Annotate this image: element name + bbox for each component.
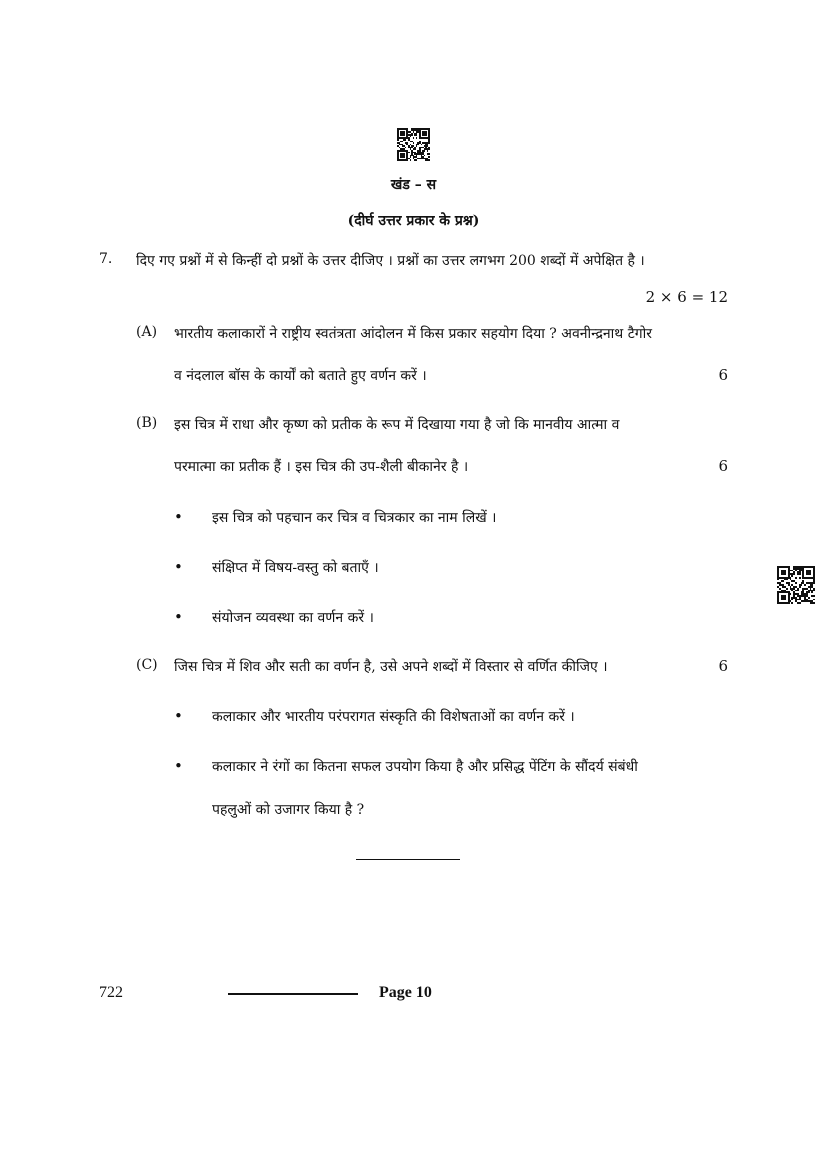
bullet-icon: • [174, 707, 183, 725]
part-a-line-2: व नंदलाल बॉस के कार्यों को बताते हुए वर्णन करें । [174, 368, 427, 384]
question-number: 7. [99, 251, 113, 267]
part-label-c: (C) [136, 657, 158, 673]
qr-code-icon [397, 128, 430, 161]
section-subtitle: (दीर्घ उत्तर प्रकार के प्रश्न) [347, 213, 480, 229]
part-b-bullet-2: संक्षिप्त में विषय-वस्तु को बताएँ । [212, 560, 379, 576]
part-c-bullet-2-cont: पहलुओं को उजागर किया है ? [212, 802, 365, 818]
part-a-marks: 6 [718, 366, 728, 384]
page-number: Page 10 [379, 984, 432, 1001]
part-c-marks: 6 [718, 657, 728, 675]
part-b-bullet-1: इस चित्र को पहचान कर चित्र व चित्रकार का नाम लिखें । [212, 510, 497, 526]
qr-code-icon [777, 566, 815, 604]
section-title: खंड – स [390, 177, 437, 193]
part-b-marks: 6 [718, 457, 728, 475]
part-c-bullet-1: कलाकार और भारतीय परंपरागत संस्कृति की विशेषताओं का वर्णन करें । [212, 709, 575, 725]
part-c-line-1: जिस चित्र में शिव और सती का वर्णन है, उसे अपने शब्दों में विस्तार से वर्णित कीजिए । [174, 659, 608, 675]
part-label-b: (B) [136, 415, 158, 431]
part-a-line-1: भारतीय कलाकारों ने राष्ट्रीय स्वतंत्रता आंदोलन में किस प्रकार सहयोग दिया ? अवनीन्द्रनाथ टैगोर [174, 326, 652, 342]
bullet-icon: • [174, 558, 183, 576]
footer-rule [228, 993, 358, 995]
end-divider [356, 859, 460, 860]
part-b-line-1: इस चित्र में राधा और कृष्ण को प्रतीक के रूप में दिखाया गया है जो कि मानवीय आत्मा व [174, 417, 620, 433]
part-b-bullet-3: संयोजन व्यवस्था का वर्णन करें । [212, 610, 374, 626]
total-marks: 2 × 6 = 12 [645, 288, 728, 306]
bullet-icon: • [174, 608, 183, 626]
paper-code: 722 [99, 984, 123, 1001]
bullet-icon: • [174, 508, 183, 526]
part-b-line-2: परमात्मा का प्रतीक हैं । इस चित्र की उप-शैली बीकानेर है । [174, 459, 469, 475]
part-c-bullet-2: कलाकार ने रंगों का कितना सफल उपयोग किया है और प्रसिद्ध पेंटिंग के सौंदर्य संबंधी [212, 759, 638, 775]
question-instruction: दिए गए प्रश्नों में से किन्हीं दो प्रश्नों के उत्तर दीजिए । प्रश्नों का उत्तर लगभग 200 शब्दों में अपेक्षित है । [136, 253, 645, 269]
part-label-a: (A) [136, 324, 158, 340]
bullet-icon: • [174, 757, 183, 775]
